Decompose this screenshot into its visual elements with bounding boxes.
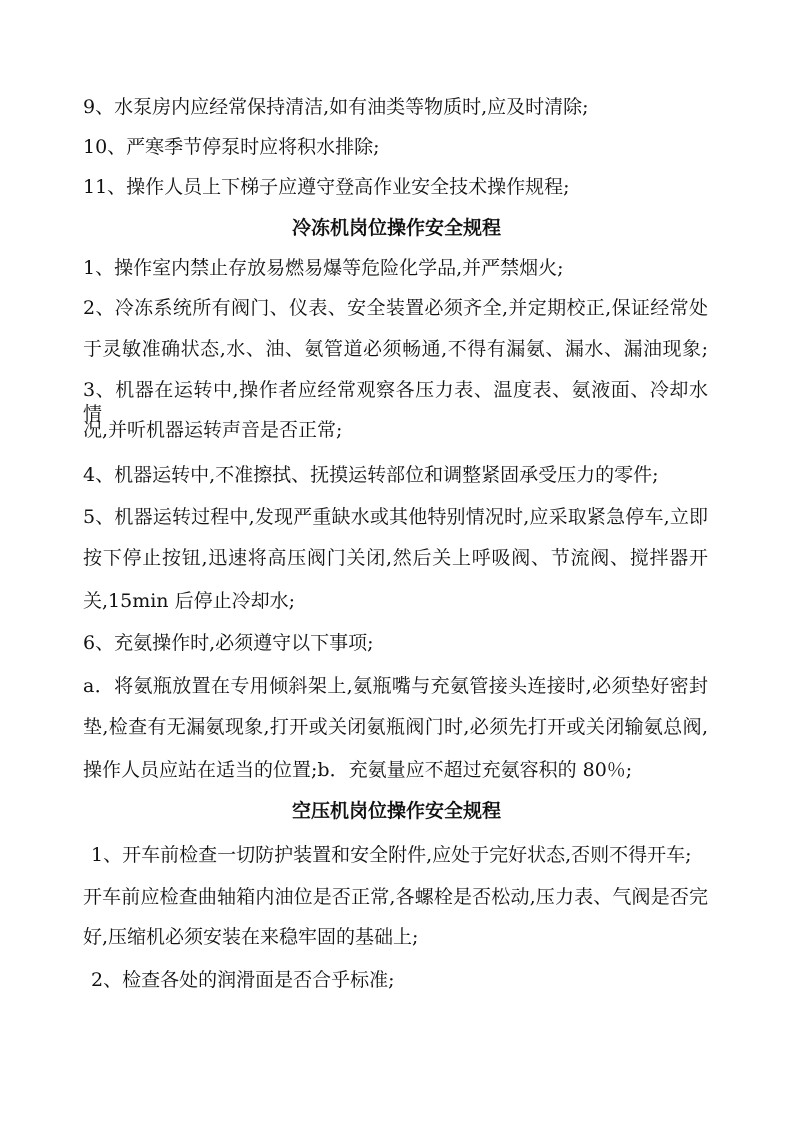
list-item: 11、操作人员上下梯子应遵守登高作业安全技术操作规程; xyxy=(83,176,570,198)
text-line: 况,并听机器运转声音是否正常; xyxy=(83,419,343,441)
text-line: 垫,检查有无漏氨现象,打开或关闭氨瓶阀门时,必须先打开或关闭输氨总阀, xyxy=(83,716,708,738)
text-line: 开车前应检查曲轴箱内油位是否正常,各螺栓是否松动,压力表、气阀是否完 xyxy=(83,886,708,908)
text-line: 1、开车前检查一切防护装置和安全附件,应处于完好状态,否则不得开车; xyxy=(91,844,692,866)
text-line: 3、机器在运转中,操作者应经常观察各压力表、温度表、氨液面、冷却水情 xyxy=(83,379,708,425)
section-heading: 冷冻机岗位操作安全规程 xyxy=(291,217,501,239)
list-item: 10、严寒季节停泵时应将积水排除; xyxy=(83,136,380,158)
text-line: 2、冷冻系统所有阀门、仪表、安全装置必须齐全,并定期校正,保证经常处 xyxy=(83,297,708,319)
text-line: 2、检查各处的润滑面是否合乎标准; xyxy=(91,969,395,991)
text-line: 4、机器运转中,不准擦拭、抚摸运转部位和调整紧固承受压力的零件; xyxy=(83,464,659,486)
text-line: 6、充氨操作时,必须遵守以下事项; xyxy=(83,632,374,654)
list-item: 9、水泵房内应经常保持清洁,如有油类等物质时,应及时清除; xyxy=(83,96,589,118)
text-line: 按下停止按钮,迅速将高压阀门关闭,然后关上呼吸阀、节流阀、搅拌器开 xyxy=(83,547,708,569)
text-line: 好,压缩机必须安装在来稳牢固的基础上; xyxy=(83,926,419,948)
text-line: 1、操作室内禁止存放易燃易爆等危险化学品,并严禁烟火; xyxy=(83,257,564,279)
text-line: 操作人员应站在适当的位置;b．充氨量应不超过充氨容积的 80％; xyxy=(83,759,633,781)
text-line: 关,15min 后停止冷却水; xyxy=(83,590,295,612)
text-line: a．将氨瓶放置在专用倾斜架上,氨瓶嘴与充氨管接头连接时,必须垫好密封 xyxy=(83,675,708,697)
text-line: 5、机器运转过程中,发现严重缺水或其他特别情况时,应采取紧急停车,立即 xyxy=(83,506,708,528)
section-heading: 空压机岗位操作安全规程 xyxy=(291,800,501,822)
text-line: 于灵敏准确状态,水、油、氨管道必须畅通,不得有漏氨、漏水、漏油现象; xyxy=(83,338,708,360)
